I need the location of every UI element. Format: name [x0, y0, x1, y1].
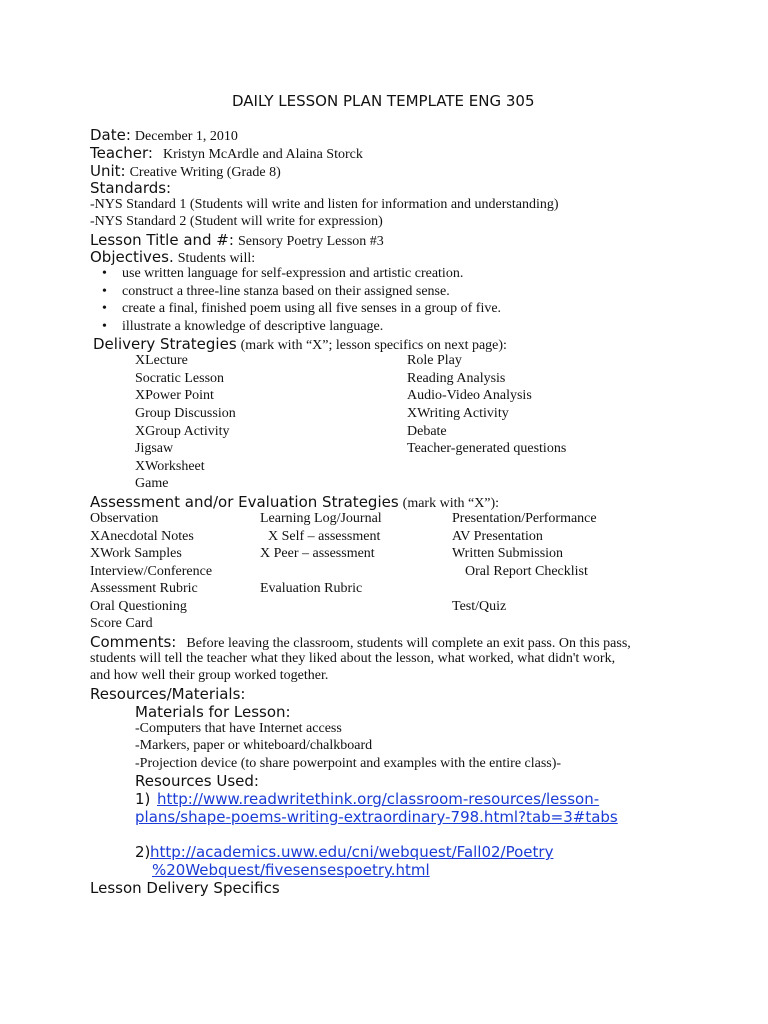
objectives-intro: Students will: — [177, 251, 256, 266]
resource-link[interactable]: plans/shape-poems-writing-extraordinary-798.html?tab=3#tabs — [135, 808, 618, 826]
assessment-heading — [90, 493, 499, 512]
delivery-option: Socratic Lesson — [135, 371, 225, 386]
assessment-option: XWork Samples — [90, 546, 182, 561]
comments-text: students will tell the teacher what they liked about the lesson, what worked, what didn't work, — [90, 651, 616, 666]
assessment-option: X Self – assessment — [268, 529, 381, 544]
delivery-option: Role Play — [407, 353, 462, 368]
standards-label: Standards: — [90, 179, 172, 197]
delivery-option: XGroup Activity — [135, 424, 230, 439]
objectives-label: Objectives. — [90, 248, 174, 266]
objective-item: • use written language for self-expression and artistic creation. — [102, 265, 501, 283]
assessment-option: Evaluation Rubric — [260, 581, 363, 596]
delivery-option: Audio-Video Analysis — [407, 388, 532, 403]
date-label: Date: — [90, 126, 131, 144]
assessment-option: Assessment Rubric — [90, 581, 198, 596]
assessment-option: Learning Log/Journal — [260, 511, 382, 526]
resources-label: Resources/Materials: — [90, 685, 246, 703]
resource-link[interactable]: http://www.readwritethink.org/classroom-resources/lesson- — [157, 790, 600, 808]
assessment-option: Oral Report Checklist — [465, 564, 588, 579]
teacher-value: Kristyn McArdle and Alaina Storck — [162, 147, 363, 162]
delivery-option: XWriting Activity — [407, 406, 509, 421]
objectives-list — [102, 265, 501, 336]
material-item: -Projection device (to share powerpoint and examples with the entire class)- — [135, 756, 562, 771]
standard-item: -NYS Standard 2 (Student will write for expression) — [90, 214, 383, 229]
resource-number: 1) — [135, 790, 151, 808]
objective-item: • illustrate a knowledge of descriptive language. — [102, 318, 501, 336]
objective-item: • construct a three-line stanza based on their assigned sense. — [102, 283, 501, 301]
delivery-option: Game — [135, 476, 169, 491]
assessment-option: Oral Questioning — [90, 599, 187, 614]
delivery-option: Debate — [407, 424, 447, 439]
lesson-specifics-label: Lesson Delivery Specifics — [90, 879, 280, 897]
lesson-title-value: Sensory Poetry Lesson #3 — [237, 234, 384, 249]
assessment-option: X Peer – assessment — [260, 546, 375, 561]
delivery-option: Jigsaw — [135, 441, 174, 456]
objective-item: • create a final, finished poem using all five senses in a group of five. — [102, 300, 501, 318]
comments-label: Comments: — [90, 633, 177, 651]
delivery-option: Group Discussion — [135, 406, 236, 421]
date-value: December 1, 2010 — [134, 129, 238, 144]
delivery-label: Delivery Strategies — [93, 335, 237, 353]
delivery-note: (mark with “X”; lesson specifics on next page): — [240, 338, 507, 353]
material-item: -Computers that have Internet access — [135, 721, 342, 736]
delivery-heading — [93, 335, 507, 354]
assessment-option: Observation — [90, 511, 159, 526]
materials-label: Materials for Lesson: — [135, 703, 291, 721]
teacher-label: Teacher: — [90, 144, 153, 162]
delivery-option: XLecture — [135, 353, 188, 368]
delivery-option: XWorksheet — [135, 459, 205, 474]
assessment-option: AV Presentation — [452, 529, 543, 544]
standard-item: -NYS Standard 1 (Students will write and listen for information and understanding) — [90, 197, 559, 212]
unit-value: Creative Writing (Grade 8) — [129, 165, 281, 180]
assessment-note: (mark with “X”): — [402, 496, 500, 511]
resource-number: 2) — [135, 843, 151, 861]
assessment-option: Presentation/Performance — [452, 511, 597, 526]
assessment-option: Test/Quiz — [452, 599, 507, 614]
unit-label: Unit: — [90, 162, 126, 180]
resource-link[interactable]: http://academics.uww.edu/cni/webquest/Fall02/Poetry — [150, 843, 554, 861]
date-row — [90, 126, 238, 145]
page-title: DAILY LESSON PLAN TEMPLATE ENG 305 — [232, 92, 535, 110]
assessment-option: Interview/Conference — [90, 564, 213, 579]
lesson-title-label: Lesson Title and #: — [90, 231, 234, 249]
resources-used-label: Resources Used: — [135, 772, 259, 790]
delivery-option: XPower Point — [135, 388, 214, 403]
comments-text: and how well their group worked together. — [90, 668, 329, 683]
teacher-row — [90, 144, 363, 163]
comments-row — [90, 633, 631, 652]
assessment-option: XAnecdotal Notes — [90, 529, 194, 544]
delivery-option: Reading Analysis — [407, 371, 506, 386]
assessment-label: Assessment and/or Evaluation Strategies — [90, 493, 399, 511]
delivery-option: Teacher-generated questions — [407, 441, 567, 456]
assessment-option: Written Submission — [452, 546, 564, 561]
material-item: -Markers, paper or whiteboard/chalkboard — [135, 738, 373, 753]
assessment-option: Score Card — [90, 616, 153, 631]
resource-link[interactable]: %20Webquest/fivesensespoetry.html — [152, 861, 430, 879]
comments-text: Before leaving the classroom, students will complete an exit pass. On this pass, — [186, 636, 631, 651]
